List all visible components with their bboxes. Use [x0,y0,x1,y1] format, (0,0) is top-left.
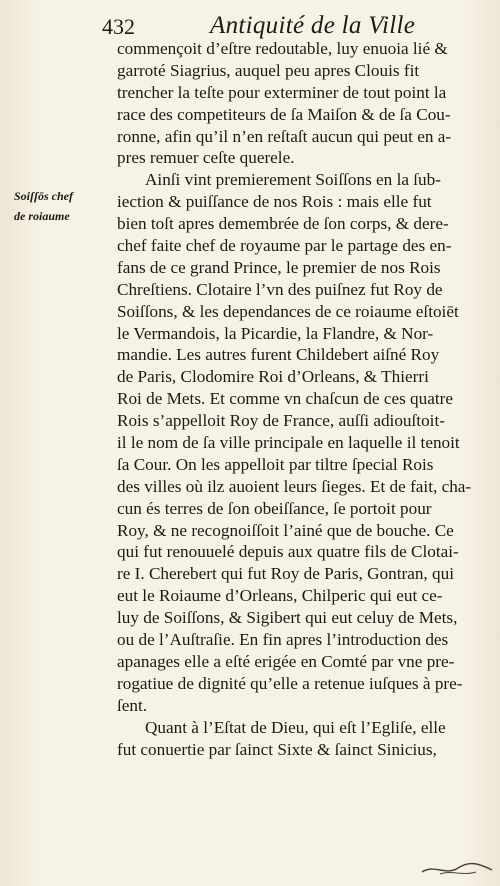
text-line: re I. Cherebert qui fut Roy de Paris, Gontran, qui [117,564,454,584]
text-line: commençoit d’eſtre redoutable, luy enuoia lié & [117,39,448,58]
text-line: fans de ce grand Prince, le premier de nos Rois [117,257,441,277]
text-line: ronne, afin qu’il n’en reſtaſt aucun qui peut en a- [117,126,452,146]
page-number: 432 [102,14,135,39]
text-line: trencher la teſte pour exterminer de tout point la [117,82,447,102]
text-line: ou de l’Auſtraſie. En fin apres l’introduction des [117,630,449,650]
text-line: pres remuer ceſte querele. [117,148,295,168]
body-text [117,38,489,760]
text-line: eut le Roiaume d’Orleans, Chilperic qui eut ce- [117,586,443,606]
text-line: rogatiue de dignité qu’elle a retenue iuſques à pre- [117,673,463,693]
text-line: apanages elle a eſté erigée en Comté par vne pre- [117,651,455,671]
running-head: Antiquité de la Ville [210,12,416,39]
text-line: Quant à l’Eſtat de Dieu, qui eſt l’Egliſe, elle [145,717,446,737]
page-header [96,10,486,38]
text-line: fut conuertie par ſainct Sixte & ſainct Sinicius, [117,739,437,759]
text-line: luy de Soiſſons, & Sigibert qui eut celuy de Mets, [117,608,458,628]
text-line: Roy, & ne recognoiſſoit l’ainé que de bouche. Ce [117,520,454,540]
text-line: chef faite chef de royaume par le partage des en- [117,236,452,256]
text-line: Roi de Mets. Et comme vn chaſcun de ces quatre [117,389,454,409]
text-line: race des competiteurs de ſa Maiſon & de ſa Cou- [117,104,451,124]
text-line: le Vermandois, la Picardie, la Flandre, & Nor- [117,323,434,343]
text-line: iection & puiſſance de nos Rois : mais elle fut [117,192,432,212]
text-line: garroté Siagrius, auquel peu apres Clouis fit [117,60,420,80]
text-line: bien toſt apres demembrée de ſon corps, & dere- [117,214,449,234]
text-line: de Paris, Clodomire Roi d’Orleans, & Thierri [117,367,429,387]
text-line: ſa Cour. On les appelloit par tiltre ſpecial Rois [117,454,434,474]
margin-note [14,186,106,226]
flourish-ornament-icon [420,858,494,878]
text-line: ſent. [117,695,148,715]
text-line: Ainſi vint premierement Soiſſons en la ſub- [145,170,441,190]
text-line: mandie. Les autres furent Childebert aiſné Roy [117,345,440,365]
text-line: Soiſſons, & les dependances de ce roiaume eſtoiēt [117,301,459,321]
margin-note-line: de roiaume [14,209,70,223]
text-line: il le nom de ſa ville principale en laquelle il tenoit [117,433,460,453]
text-line: Chreſtiens. Clotaire l’vn des puiſnez fut Roy de [117,279,443,299]
text-line: des villes où ilz auoient leurs ſieges. Et de fait, cha- [117,476,472,496]
text-line: qui fut renouuelé depuis aux quatre fils de Clotai- [117,542,459,562]
text-line: cun és terres de ſon obeiſſance, ſe portoit pour [117,498,432,518]
margin-note-line: Soiſſōs chef [14,189,73,203]
text-line: Rois s’appelloit Roy de France, auſſi adiouſtoit- [117,411,445,431]
